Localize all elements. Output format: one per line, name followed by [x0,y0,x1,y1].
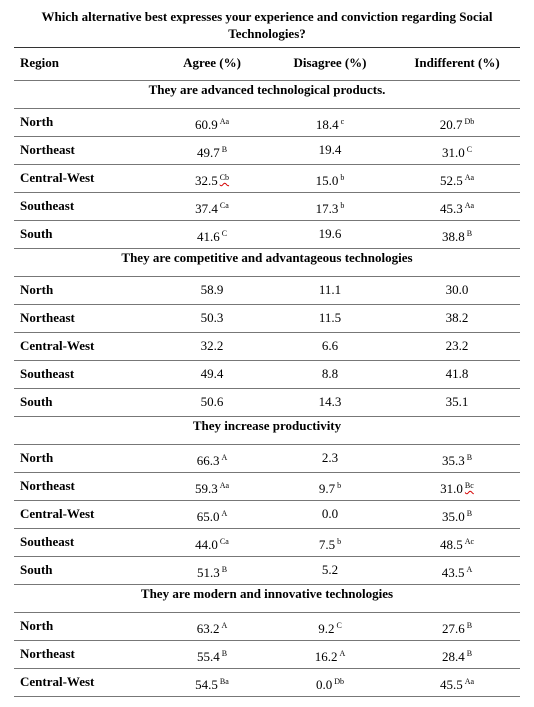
agree-cell [162,142,262,161]
agree-cell-significance: A [221,453,228,462]
agree-cell [162,534,262,553]
indifferent-cell [407,674,507,693]
row-region: North [20,282,54,297]
disagree-cell [280,618,380,637]
disagree-cell-value: 19.4 [318,142,342,157]
row-region: Southeast [20,534,75,549]
agree-cell-significance: Aa [219,481,230,490]
row-region: Central-West [20,506,95,521]
disagree-cell-value: 14.3 [318,394,342,409]
disagree-cell-value: 0.0 [321,506,339,521]
indifferent-cell [407,226,507,245]
disagree-cell-significance: b [337,537,342,546]
disagree-cell-value: 11.1 [318,282,342,297]
row-rule [14,668,520,669]
row-rule [14,192,520,193]
disagree-cell-value: 7.5 [318,537,336,552]
agree-cell-value: 65.0 [196,509,220,524]
indifferent-cell [407,282,507,298]
agree-cell [162,618,262,637]
agree-cell [162,562,262,581]
header-bottom-rule [14,80,520,81]
row-rule [14,360,520,361]
row-rule [14,696,520,697]
indifferent-cell-value: 35.1 [445,394,469,409]
indifferent-cell [407,170,507,189]
indifferent-cell-value: 28.4 [441,649,465,664]
row-region: Northeast [20,646,75,661]
indifferent-cell-value: 35.0 [441,509,465,524]
agree-cell-significance: Ca [219,537,229,546]
agree-cell [162,646,262,665]
indifferent-cell-value: 48.5 [439,537,463,552]
disagree-cell-value: 8.8 [321,366,339,381]
disagree-cell [280,534,380,553]
disagree-cell [280,450,380,466]
indifferent-cell-value: 38.8 [441,229,465,244]
indifferent-cell-value: 27.6 [441,621,465,636]
agree-cell-significance: B [221,565,228,574]
disagree-cell-significance: b [337,481,342,490]
row-rule [14,388,520,389]
disagree-cell [280,366,380,382]
indifferent-cell [407,646,507,665]
agree-cell-value: 50.3 [200,310,224,325]
indifferent-cell-significance: B [466,453,473,462]
disagree-cell [280,226,380,242]
agree-cell [162,226,262,245]
row-rule [14,556,520,557]
header-region: Region [20,55,59,70]
disagree-cell-value: 5.2 [321,562,339,577]
agree-cell [162,282,262,298]
header-indifferent: Indifferent (%) [414,55,500,70]
indifferent-cell [407,198,507,217]
agree-cell-value: 58.9 [200,282,224,297]
indifferent-cell-value: 23.2 [445,338,469,353]
agree-cell-value: 54.5 [195,677,218,692]
agree-cell-value: 55.4 [196,649,220,664]
indifferent-cell [407,562,507,581]
row-rule [14,472,520,473]
agree-cell [162,506,262,525]
agree-cell-significance: Ca [219,201,229,210]
disagree-cell-value: 16.2 [314,649,338,664]
indifferent-cell-value: 41.8 [445,366,469,381]
indifferent-cell-value: 30.0 [445,282,469,297]
agree-cell [162,198,262,217]
row-region: Central-West [20,338,95,353]
disagree-cell [280,646,380,665]
agree-cell-significance: B [221,649,228,658]
disagree-cell [280,282,380,298]
row-region: Northeast [20,478,75,493]
disagree-cell-significance: b [340,201,345,210]
indifferent-cell-significance: B [466,621,473,630]
agree-cell [162,366,262,382]
indifferent-cell [407,450,507,469]
row-region: Northeast [20,310,75,325]
disagree-cell-significance: Db [334,677,345,686]
row-region: North [20,618,54,633]
disagree-cell [280,674,380,693]
disagree-cell-value: 9.2 [318,621,335,636]
indifferent-cell-value: 38.2 [445,310,469,325]
agree-cell-value: 66.3 [196,453,220,468]
row-region: South [20,562,53,577]
row-rule [14,136,520,137]
section-title: They are competitive and advantageous technologies [121,250,413,265]
row-rule [14,500,520,501]
indifferent-cell-significance: B [466,649,473,658]
agree-cell [162,674,262,693]
agree-cell [162,394,262,410]
indifferent-cell-significance: C [466,145,473,154]
agree-cell-significance: B [221,145,228,154]
header-agree: Agree (%) [183,55,241,70]
agree-cell-significance: Cb [219,173,230,182]
row-rule [14,220,520,221]
row-rule [14,164,520,165]
agree-cell [162,478,262,497]
disagree-cell [280,338,380,354]
section-rule [14,108,520,109]
indifferent-cell-value: 45.3 [439,201,463,216]
disagree-cell-significance: C [336,621,342,630]
section-title: They are advanced technological products. [148,82,386,97]
row-region: Central-West [20,674,95,689]
row-rule [14,528,520,529]
disagree-cell-value: 11.5 [318,310,342,325]
indifferent-cell [407,534,507,553]
disagree-cell [280,506,380,522]
indifferent-cell [407,338,507,354]
indifferent-cell-value: 52.5 [439,173,463,188]
agree-cell-value: 41.6 [196,229,220,244]
indifferent-cell [407,618,507,637]
indifferent-cell-value: 20.7 [439,117,463,132]
row-rule [14,416,520,417]
agree-cell-significance: Aa [219,117,230,126]
row-rule [14,584,520,585]
agree-cell-value: 37.4 [195,201,218,216]
indifferent-cell-value: 35.3 [441,453,465,468]
row-region: Southeast [20,198,75,213]
indifferent-cell-significance: Bc [464,481,474,490]
indifferent-cell-significance: Aa [464,201,475,210]
indifferent-cell-value: 31.0 [440,481,463,496]
disagree-cell [280,562,380,578]
row-rule [14,304,520,305]
disagree-cell-significance: A [339,649,346,658]
agree-cell [162,114,262,133]
indifferent-cell [407,114,507,133]
agree-cell-significance: Ba [219,677,229,686]
agree-cell-value: 49.7 [196,145,220,160]
indifferent-cell-value: 45.5 [439,677,463,692]
agree-cell-significance: A [221,509,228,518]
agree-cell-significance: C [221,229,228,238]
agree-cell-value: 50.6 [200,394,224,409]
disagree-cell-significance: c [340,117,345,126]
row-region: North [20,450,54,465]
indifferent-cell [407,478,507,497]
header-disagree: Disagree (%) [293,55,367,70]
disagree-cell [280,310,380,326]
agree-cell [162,450,262,469]
indifferent-cell-significance: Ac [464,537,475,546]
row-rule [14,640,520,641]
indifferent-cell [407,142,507,161]
disagree-cell [280,478,380,497]
row-region: North [20,114,54,129]
indifferent-cell-significance: Aa [464,677,475,686]
disagree-cell-value: 19.6 [318,226,342,241]
indifferent-cell [407,394,507,410]
section-title: They increase productivity [192,418,342,433]
disagree-cell [280,198,380,217]
table-title: Which alternative best expresses your experience and conviction regarding Social Technologies? [41,9,493,41]
row-region: South [20,394,53,409]
row-rule [14,248,520,249]
section-rule [14,276,520,277]
indifferent-cell-value: 31.0 [441,145,465,160]
agree-cell-value: 60.9 [194,117,218,132]
agree-cell [162,170,262,189]
agree-cell-significance: A [221,621,228,630]
indifferent-cell [407,366,507,382]
agree-cell-value: 32.5 [194,173,218,188]
agree-cell [162,338,262,354]
indifferent-cell-significance: B [466,229,473,238]
agree-cell [162,310,262,326]
disagree-cell-value: 6.6 [321,338,339,353]
agree-cell-value: 44.0 [195,537,218,552]
indifferent-cell [407,310,507,326]
row-rule [14,332,520,333]
disagree-cell [280,142,380,158]
agree-cell-value: 63.2 [196,621,220,636]
agree-cell-value: 32.2 [200,338,224,353]
disagree-cell-significance: b [340,173,345,182]
indifferent-cell-significance: Db [464,117,475,126]
indifferent-cell-significance: B [466,509,473,518]
disagree-cell-value: 15.0 [315,173,339,188]
indifferent-cell-significance: A [466,565,473,574]
disagree-cell-value: 17.3 [315,201,339,216]
indifferent-cell-value: 43.5 [441,565,465,580]
row-region: Southeast [20,366,75,381]
disagree-cell [280,170,380,189]
disagree-cell-value: 2.3 [321,450,339,465]
section-title: They are modern and innovative technologies [140,586,394,601]
row-region: Northeast [20,142,75,157]
agree-cell-value: 51.3 [196,565,220,580]
section-rule [14,444,520,445]
disagree-cell-value: 18.4 [315,117,339,132]
indifferent-cell-significance: Aa [464,173,475,182]
header-top-rule [14,47,520,48]
agree-cell-value: 59.3 [194,481,218,496]
disagree-cell [280,114,380,133]
row-region: South [20,226,53,241]
disagree-cell [280,394,380,410]
disagree-cell-value: 0.0 [315,677,333,692]
agree-cell-value: 49.4 [200,366,224,381]
indifferent-cell [407,506,507,525]
section-rule [14,612,520,613]
disagree-cell-value: 9.7 [318,481,336,496]
row-region: Central-West [20,170,95,185]
